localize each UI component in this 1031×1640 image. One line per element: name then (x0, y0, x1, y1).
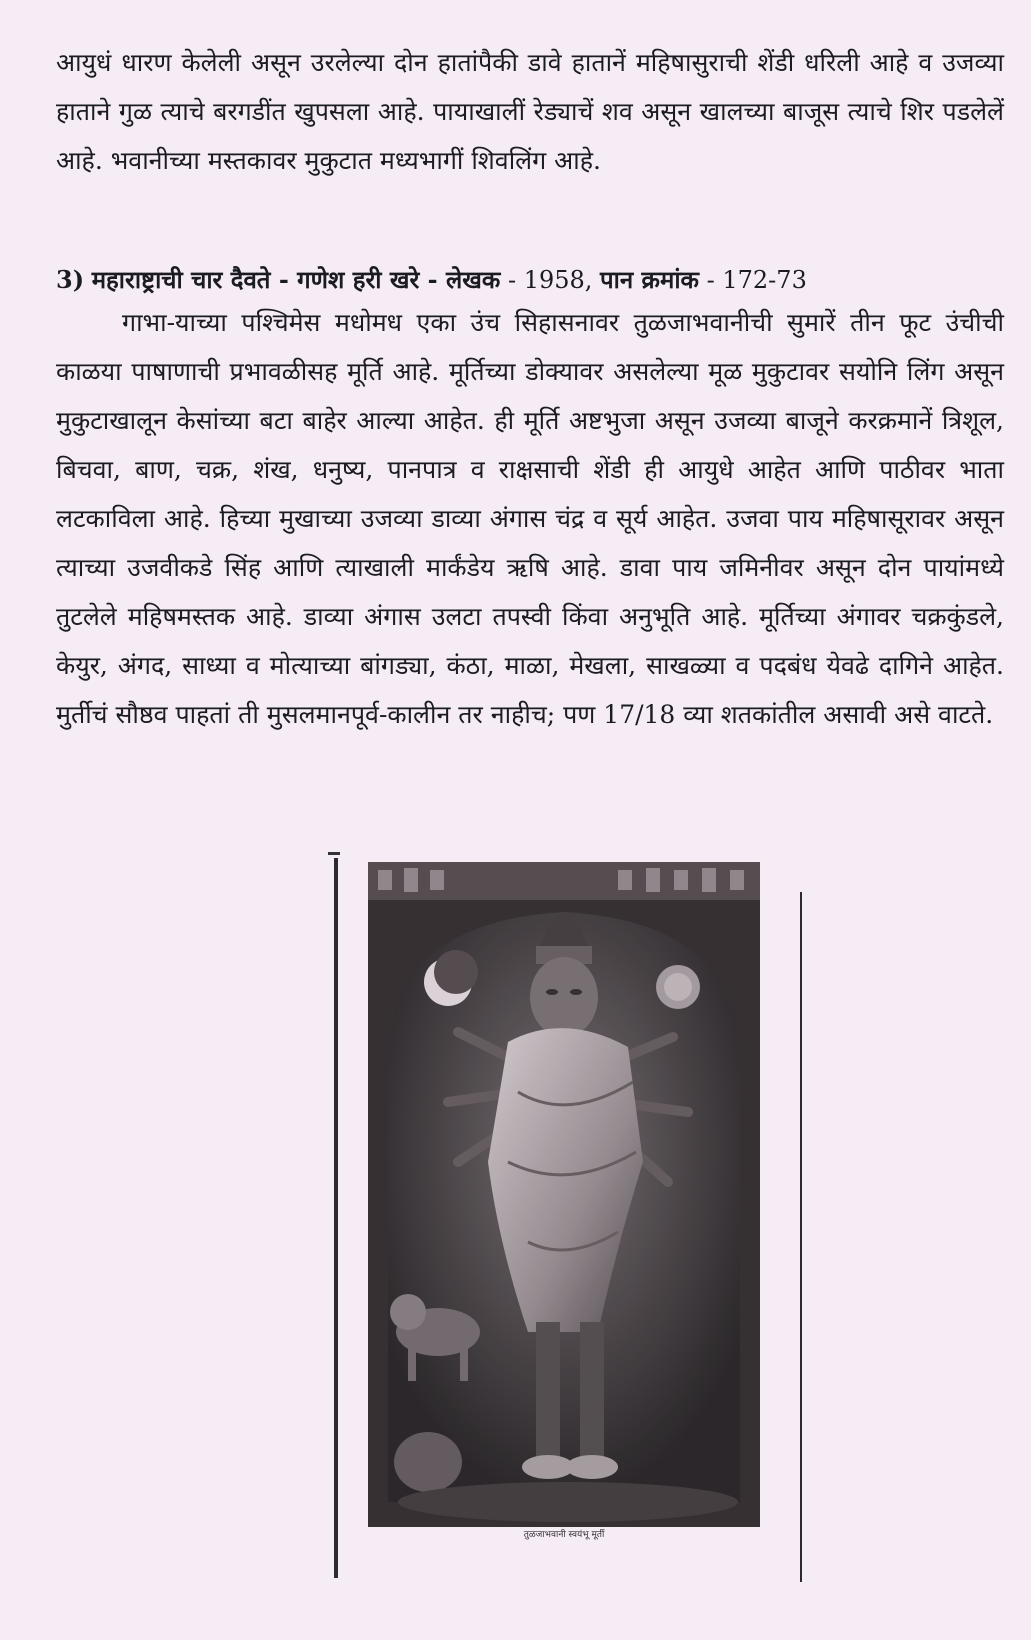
section-heading (56, 260, 1004, 300)
heading-title: महाराष्ट्राची चार दैवते (91, 265, 271, 294)
heading-year: 1958 (523, 266, 585, 294)
heading-sep-1: - (270, 265, 298, 294)
paragraph-1: आयुधं धारण केलेली असून उरलेल्या दोन हातांपैकी डावे हातानें महिषासुराची शेंडी धरिली आहे व उजव्या हाताने गुळ त्याचे बरगडींत खुपसला आहे. पायाखालीं रेड्याचें शव असून खालच्या बाजूस त्याचे शिर पडलेलें आहे. भवानीच्या मस्तकावर मुकुटात मध्यभागीं शिवलिंग आहे. (56, 48, 1004, 175)
heading-comma: , (584, 266, 601, 294)
paragraph-2: गाभा-याच्या पश्चिमेस मधोमध एका उंच सिहासनावर तुळजाभवानीची सुमारें तीन फूट उंचीची काळया पाषाणाची प्रभावळीसह मूर्ति आहे. मूर्तिच्या डोक्यावर असलेल्या मूळ मुकुटावर सयोनि लिंग असून मुकुटाखालून केसांच्या बटा बाहेर आल्या आहेत. ही मूर्ति अष्टभुजा असून उजव्या बाजूने करक्रमानें त्रिशूल, बिचवा, बाण, चक्र, शंख, धनुष्य, पानपात्र व राक्षसाची शेंडी ही आयुधे आहेत आणि पाठीवर भाता लटकाविला आहे. हिच्या मुखाच्या उजव्या डाव्या अंगास चंद्र व सूर्य आहेत. उजवा पाय महिषासूरावर असून त्याच्या उजवीकडे सिंह आणि त्याखाली मार्कंडेय ऋषि आहे. डावा पाय जमिनीवर असून दोन पायांमध्ये तुटलेले महिषमस्तक आहे. डाव्या अंगास उलटा तपस्वी किंवा अनुभूति आहे. मूर्तिच्या अंगावर चक्रकुंडले, केयुर, अंगद, साध्या व मोत्याच्या बांगड्या, कंठा, माळा, मेखला, साखळ्या व पदबंध येवढे दागिने आहेत. मुर्तीचं सौष्ठव पाहतां ती मुसलमानपूर्व-कालीन तर नाहीच; पण 17/18 व्या शतकांतील असावी असे वाटते. (56, 308, 1004, 729)
heading-author: गणेश हरी खरे (297, 265, 420, 294)
photo-caption: तुळजाभवानी स्वयंभू मूर्ती (523, 1530, 605, 1540)
idol-photo-drawing (368, 862, 760, 1527)
photo-right-rule (800, 892, 802, 1582)
heading-sep-3: - (500, 266, 524, 294)
heading-sep-4: - (699, 266, 723, 294)
heading-role: लेखक (445, 265, 501, 294)
heading-number: 3) (56, 265, 85, 294)
idol-photo (368, 862, 760, 1527)
heading-sep-2: - (419, 265, 446, 294)
photo-left-rule (334, 858, 338, 1578)
heading-page-label: पान क्रमांक (600, 265, 699, 294)
corner-mark (328, 852, 340, 855)
heading-pages: 172-73 (722, 266, 807, 294)
